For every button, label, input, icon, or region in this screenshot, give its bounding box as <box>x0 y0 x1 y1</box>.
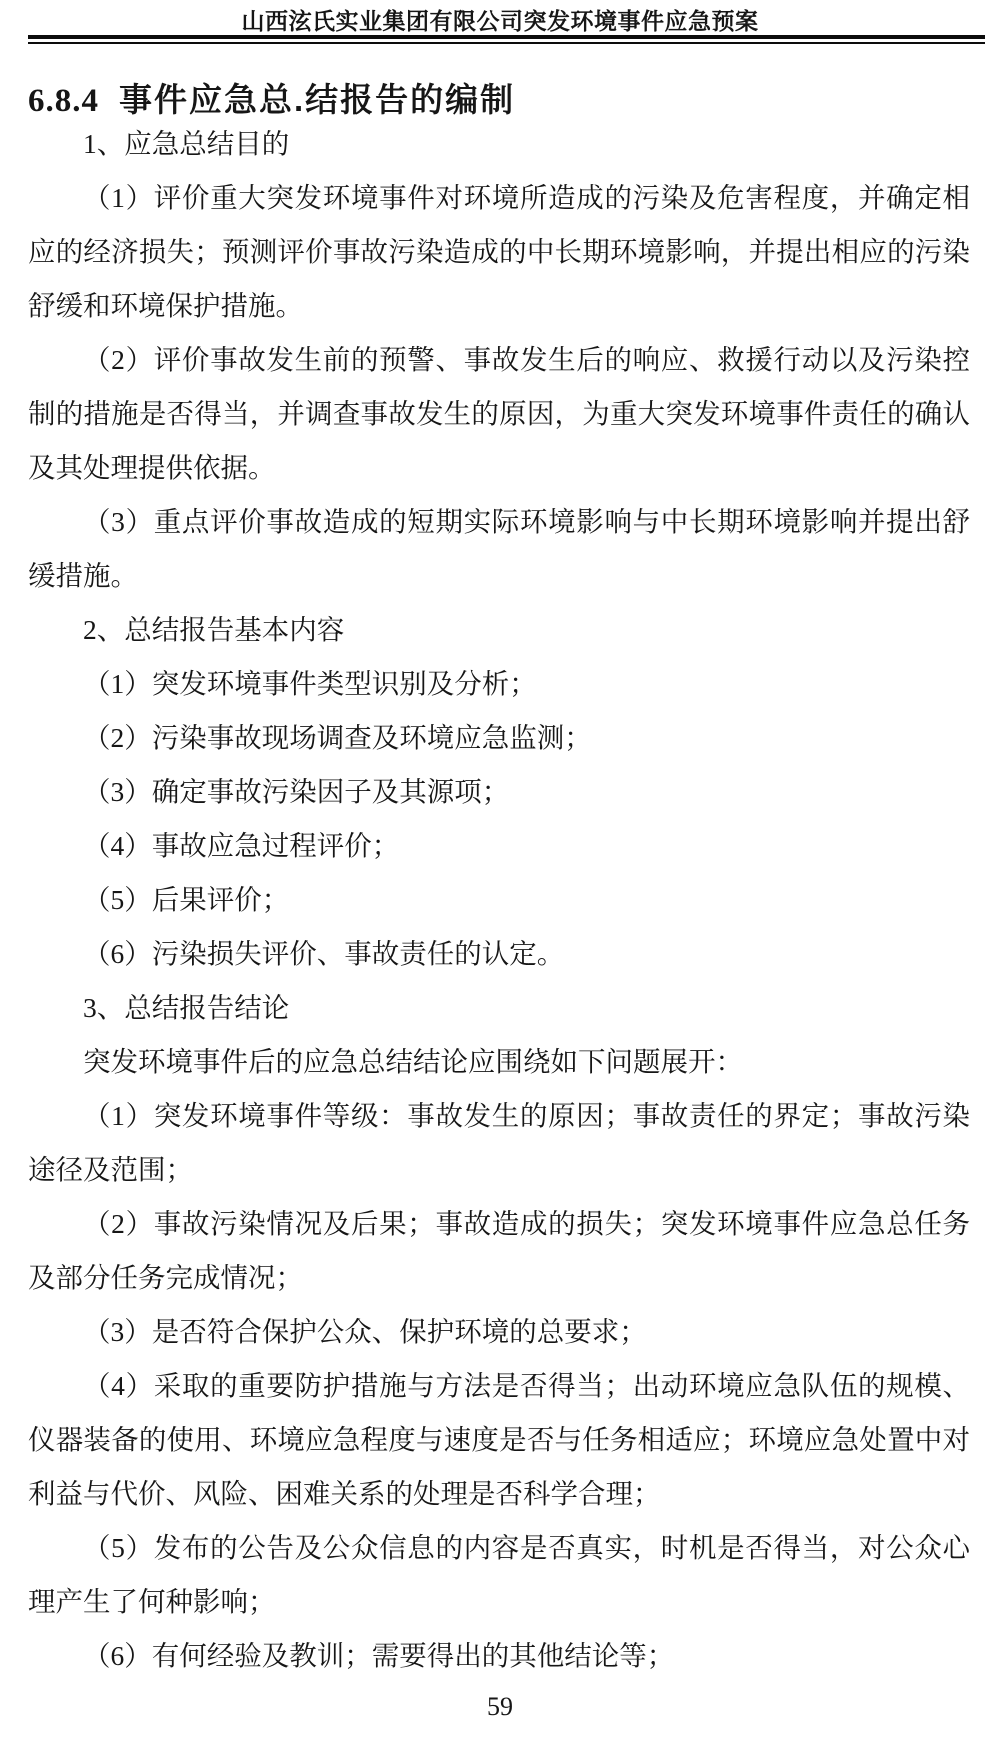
paragraph: （5）后果评价； <box>83 884 290 915</box>
paragraph: （3）是否符合保护公众、保护环境的总要求； <box>83 1316 647 1347</box>
paragraph: （4）采取的重要防护措施与方法是否得当；出动环境应急队伍的规模、仪器装备的使用、环境应急程度与速度是否与任务相适应；环境应急处置中对利益与代价、风险、困难关系的处理是否科学合理； <box>28 1370 970 1509</box>
document-header-title: 山西泫氏实业集团有限公司突发环境事件应急预案 <box>241 9 759 34</box>
paragraph: （1）突发环境事件等级：事故发生的原因；事故责任的界定；事故污染途径及范围； <box>28 1100 970 1185</box>
section-heading-number: 6.8.4 <box>28 83 99 119</box>
paragraph: （6）污染损失评价、事故责任的认定。 <box>83 938 565 969</box>
page-number: 59 <box>487 1692 513 1721</box>
paragraph: （2）评价事故发生前的预警、事故发生后的响应、救援行动以及污染控制的措施是否得当，并调查事故发生的原因，为重大突发环境事件责任的确认及其处理提供依据。 <box>28 344 970 483</box>
paragraph: 1、应急总结目的 <box>83 128 290 159</box>
section-heading <box>28 74 515 121</box>
paragraph: （2）事故污染情况及后果；事故造成的损失；突发环境事件应急总任务及部分任务完成情况； <box>28 1208 970 1293</box>
paragraph: （6）有何经验及教训；需要得出的其他结论等； <box>83 1640 675 1671</box>
paragraph: （3）确定事故污染因子及其源项； <box>83 776 510 807</box>
paragraph: （4）事故应急过程评价； <box>83 830 400 861</box>
section-heading-text: 事件应急总.结报告的编制 <box>119 81 516 118</box>
paragraph: 3、总结报告结论 <box>83 992 290 1023</box>
paragraph: 2、总结报告基本内容 <box>83 614 345 645</box>
paragraph: （2）污染事故现场调查及环境应急监测； <box>83 722 592 753</box>
paragraph: （3）重点评价事故造成的短期实际环境影响与中长期环境影响并提出舒缓措施。 <box>28 506 970 591</box>
header-double-rule <box>28 35 985 44</box>
paragraph: （1）突发环境事件类型识别及分析； <box>83 668 537 699</box>
paragraph: （5）发布的公告及公众信息的内容是否真实，时机是否得当，对公众心理产生了何种影响； <box>28 1532 970 1617</box>
paragraph: 突发环境事件后的应急总结结论应围绕如下问题展开： <box>83 1046 743 1077</box>
paragraph: （1）评价重大突发环境事件对环境所造成的污染及危害程度，并确定相应的经济损失；预测评价事故污染造成的中长期环境影响，并提出相应的污染舒缓和环境保护措施。 <box>28 182 970 321</box>
document-body <box>28 117 970 1683</box>
